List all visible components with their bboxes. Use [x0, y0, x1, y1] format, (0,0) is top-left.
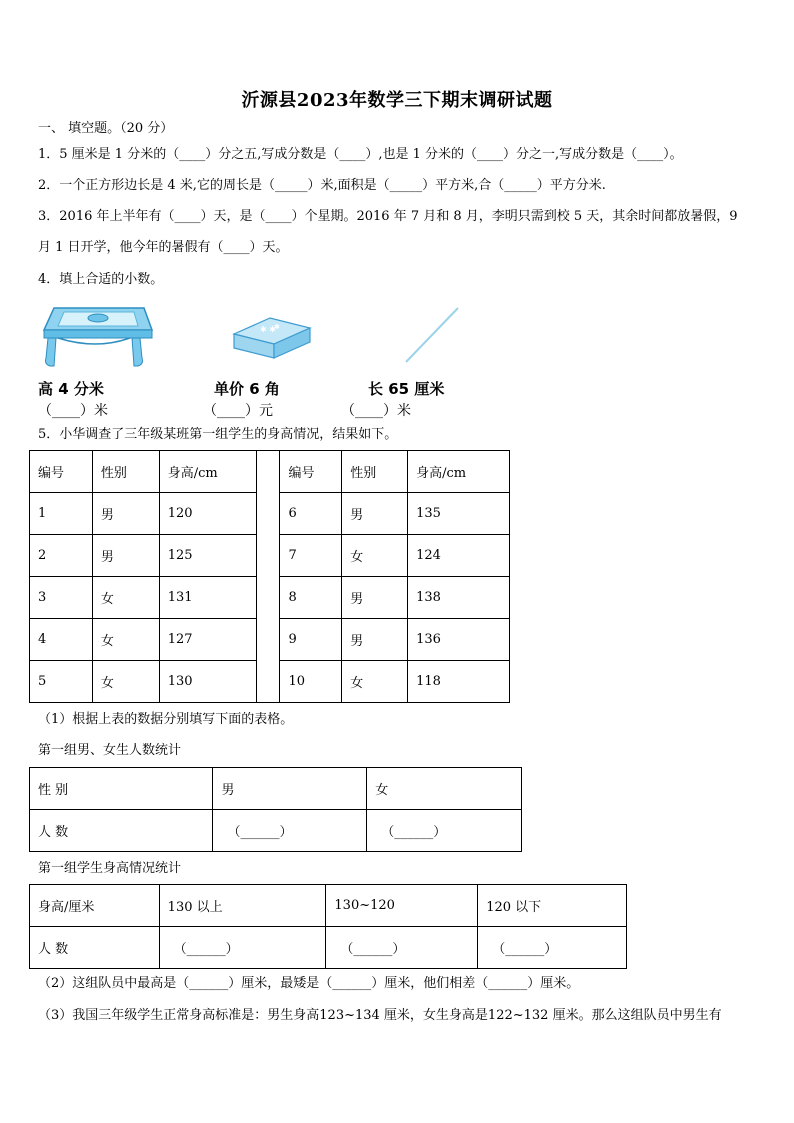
table-cell: 女 — [92, 619, 159, 661]
table-cell: 3 — [30, 577, 93, 619]
table-cell: 人 数 — [30, 927, 160, 969]
height-stat-table-title: 第一组学生身高情况统计 — [38, 861, 182, 876]
table-cell: 男 — [92, 535, 159, 577]
answer-blank[interactable]: （______） — [367, 810, 522, 852]
table-cell: 130 以上 — [159, 885, 326, 927]
answer-blank[interactable]: （______） — [159, 927, 326, 969]
table-cell: 身高/厘米 — [30, 885, 160, 927]
table-cell: 124 — [408, 535, 510, 577]
table-cell: 7 — [280, 535, 342, 577]
svg-text:✱ ✱: ✱ ✱ — [260, 325, 276, 334]
section-header: 一、 填空题。（20 分） — [38, 121, 174, 136]
gender-table-title: 第一组男、女生人数统计 — [38, 743, 182, 758]
svg-text:✱: ✱ — [274, 323, 280, 331]
table-icon — [36, 304, 156, 372]
table-row — [30, 927, 627, 969]
height-stat-table — [29, 884, 627, 969]
header-cell: 性别 — [342, 451, 408, 493]
table-cell: 男 — [213, 768, 367, 810]
table-row — [30, 885, 627, 927]
table-cell: 女 — [92, 661, 159, 703]
question-3-line-1: 3．2016 年上半年有（____）天，是（____）个星期。2016 年 7 月和 8 月，李明只需到校 5 天，其余时间都放暑假，9 — [38, 209, 738, 224]
question-1: 1．5 厘米是 1 分米的（____）分之五,写成分数是（____）,也是 1 分米的（____）分之一,写成分数是（____）。 — [38, 147, 683, 162]
table-cell: 135 — [408, 493, 510, 535]
height-data-table — [29, 450, 510, 703]
eraser-price-answer: （____）元 — [203, 403, 273, 419]
table-row — [30, 768, 522, 810]
page-title: 沂源县2023年数学三下期末调研试题 — [241, 90, 553, 111]
table-cell: 性 别 — [30, 768, 213, 810]
table-cell: 120 以下 — [478, 885, 627, 927]
answer-blank[interactable]: （______） — [478, 927, 627, 969]
question-5: 5．小华调查了三年级某班第一组学生的身高情况，结果如下。 — [38, 427, 398, 442]
table-cell: 1 — [30, 493, 93, 535]
table-cell: 男 — [342, 619, 408, 661]
table-row — [30, 451, 510, 493]
table-cell: 130~120 — [326, 885, 478, 927]
table-cell: 10 — [280, 661, 342, 703]
table-cell: 2 — [30, 535, 93, 577]
question-3-line-2: 月 1 日开学，他今年的暑假有（____）天。 — [38, 240, 289, 255]
table-cell: 6 — [280, 493, 342, 535]
table-height-answer: （____）米 — [38, 403, 108, 419]
stick-length-answer: （____）米 — [341, 403, 411, 419]
table-height-caption: 高 4 分米 — [38, 380, 104, 398]
stick-length-caption: 长 65 厘米 — [368, 380, 445, 398]
table-cell: 130 — [159, 661, 256, 703]
table-cell: 男 — [92, 493, 159, 535]
table-cell: 女 — [92, 577, 159, 619]
eraser-price-caption: 单价 6 角 — [214, 380, 280, 398]
table-cell: 118 — [408, 661, 510, 703]
table-cell: 5 — [30, 661, 93, 703]
table-cell: 127 — [159, 619, 256, 661]
table-cell: 女 — [367, 768, 522, 810]
question-5-part-3: （3）我国三年级学生正常身高标准是：男生身高123~134 厘米，女生身高是122~132 厘米。那么这组队员中男生有 — [38, 1008, 722, 1023]
stick-icon — [400, 304, 464, 368]
table-divider — [256, 451, 280, 703]
header-cell: 编号 — [280, 451, 342, 493]
gender-count-table — [29, 767, 522, 852]
header-cell: 编号 — [30, 451, 93, 493]
table-cell: 女 — [342, 535, 408, 577]
table-cell: 9 — [280, 619, 342, 661]
table-cell: 138 — [408, 577, 510, 619]
table-cell: 131 — [159, 577, 256, 619]
table-cell: 120 — [159, 493, 256, 535]
table-row — [30, 810, 522, 852]
table-cell: 8 — [280, 577, 342, 619]
eraser-icon — [230, 312, 314, 362]
answer-blank[interactable]: （______） — [213, 810, 367, 852]
header-cell: 身高/cm — [159, 451, 256, 493]
table-cell: 125 — [159, 535, 256, 577]
question-5-part-2: （2）这组队员中最高是（______）厘米，最矮是（______）厘米，他们相差（______）厘米。 — [38, 976, 580, 991]
table-cell: 男 — [342, 577, 408, 619]
question-4: 4．填上合适的小数。 — [38, 272, 164, 287]
answer-blank[interactable]: （______） — [326, 927, 478, 969]
table-cell: 女 — [342, 661, 408, 703]
table-cell: 男 — [342, 493, 408, 535]
question-2: 2．一个正方形边长是 4 米,它的周长是（_____）米,面积是（_____）平方米,合（_____）平方分米. — [38, 178, 606, 193]
header-cell: 身高/cm — [408, 451, 510, 493]
table-cell: 人 数 — [30, 810, 213, 852]
table-cell: 136 — [408, 619, 510, 661]
table-cell: 4 — [30, 619, 93, 661]
header-cell: 性别 — [92, 451, 159, 493]
question-5-part-1: （1）根据上表的数据分别填写下面的表格。 — [38, 712, 294, 727]
